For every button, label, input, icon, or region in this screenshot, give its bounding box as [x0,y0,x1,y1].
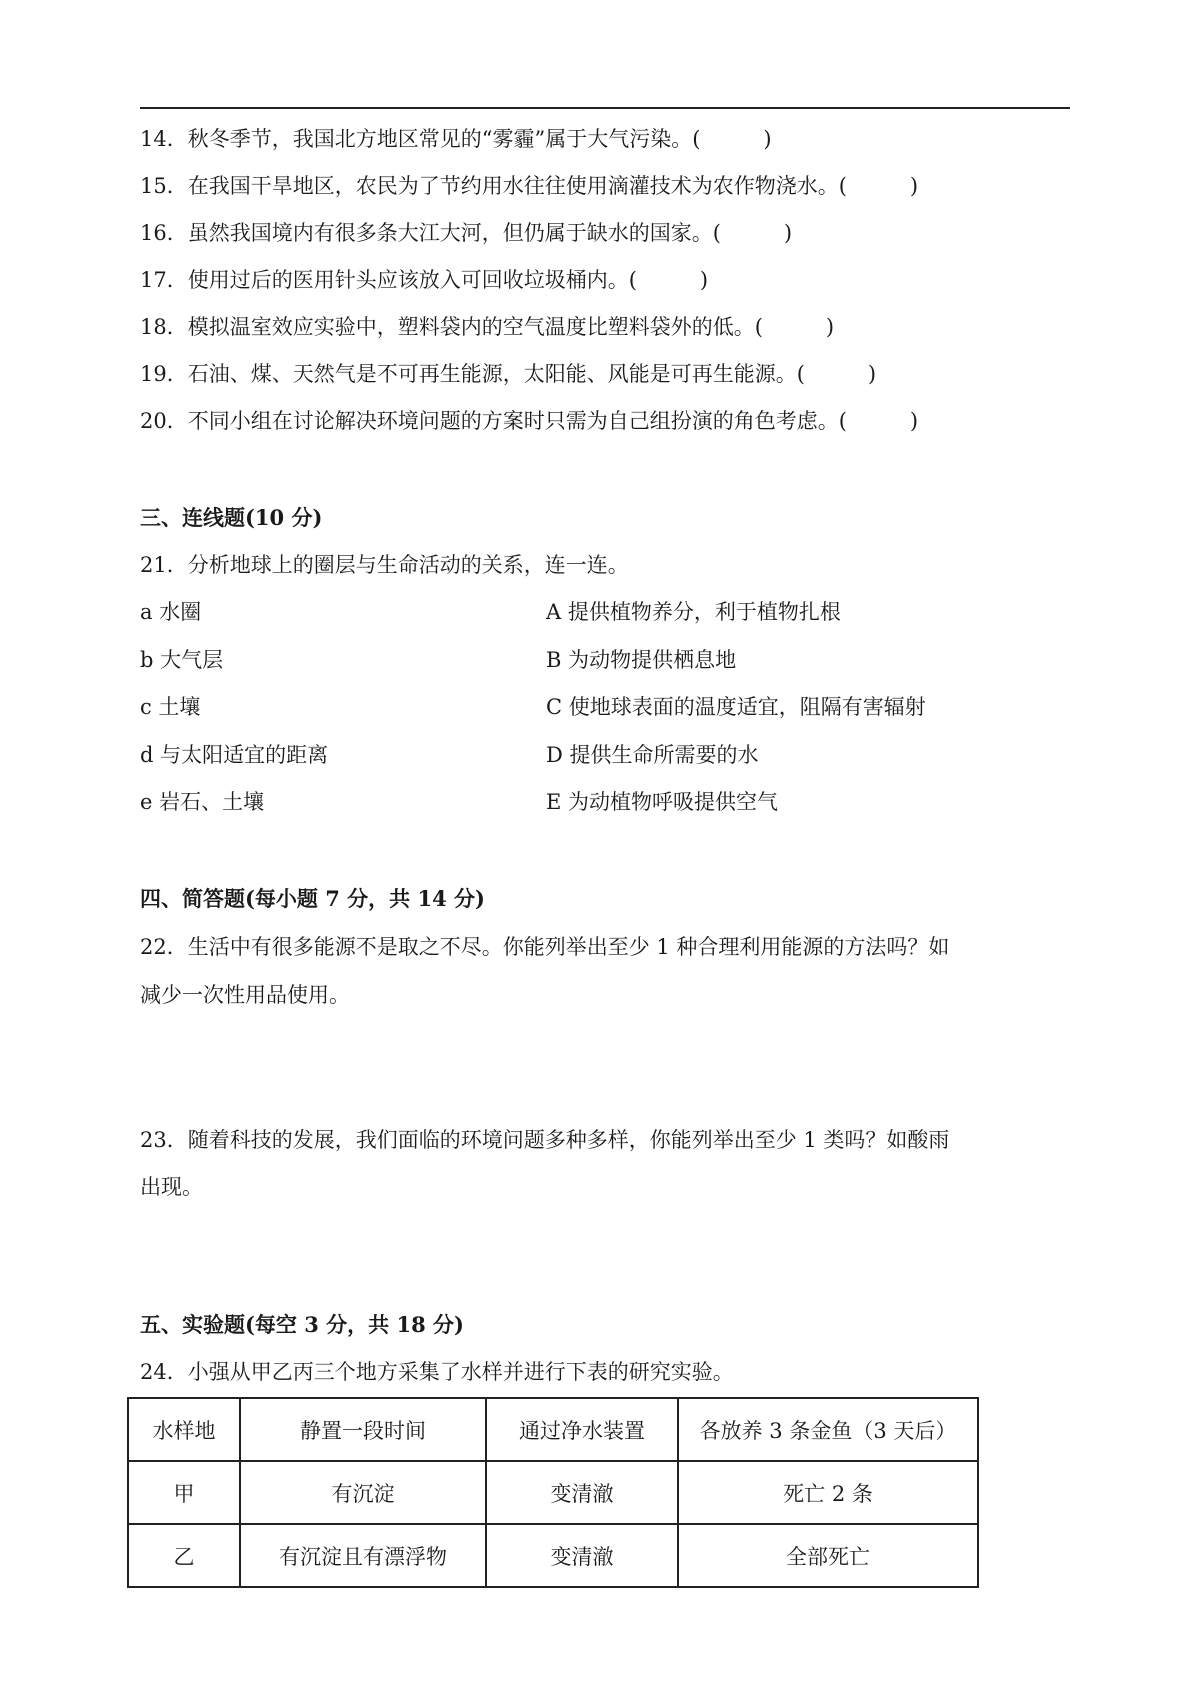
table-header-cell: 水样地 [128,1398,240,1461]
question-14: 14．秋冬季节，我国北方地区常见的“雾霾”属于大气污染。( ) [140,127,772,151]
match-right-e: E 为动植物呼吸提供空气 [546,790,779,814]
table-cell: 甲 [128,1461,240,1524]
table-cell: 全部死亡 [678,1524,978,1587]
question-23-line1: 23．随着科技的发展，我们面临的环境问题多种多样，你能列举出至少 1 类吗？如酸雨 [140,1128,950,1152]
question-23-line2: 出现。 [140,1175,203,1199]
top-rule [140,107,1070,109]
table-row [128,1524,978,1587]
match-right-c: C 使地球表面的温度适宜，阻隔有害辐射 [546,695,926,719]
table-header-cell: 通过净水装置 [486,1398,678,1461]
question-15: 15．在我国干旱地区，农民为了节约用水往往使用滴灌技术为农作物浇水。( ) [140,174,919,198]
question-16: 16．虽然我国境内有很多条大江大河，但仍属于缺水的国家。( ) [140,221,793,245]
table-row [128,1461,978,1524]
question-20: 20．不同小组在讨论解决环境问题的方案时只需为自己组扮演的角色考虑。( ) [140,409,919,433]
match-right-b: B 为动物提供栖息地 [546,648,737,672]
question-24: 24．小强从甲乙丙三个地方采集了水样并进行下表的研究实验。 [140,1360,734,1384]
match-left-a: a 水圈 [140,600,202,624]
table-header-cell: 各放养 3 条金鱼（3 天后） [678,1398,978,1461]
question-19: 19．石油、煤、天然气是不可再生能源，太阳能、风能是可再生能源。( ) [140,362,877,386]
match-left-e: e 岩石、土壤 [140,790,265,814]
section-5-title: 五、实验题(每空 3 分，共 18 分) [140,1312,464,1337]
table-cell: 变清澈 [486,1524,678,1587]
table-cell: 乙 [128,1524,240,1587]
question-17: 17．使用过后的医用针头应该放入可回收垃圾桶内。( ) [140,268,709,292]
section-3-title: 三、连线题(10 分) [140,505,323,530]
question-18: 18．模拟温室效应实验中，塑料袋内的空气温度比塑料袋外的低。( ) [140,315,835,339]
match-left-b: b 大气层 [140,648,224,672]
table-cell: 死亡 2 条 [678,1461,978,1524]
section-4-title: 四、简答题(每小题 7 分，共 14 分) [140,886,485,911]
table-cell: 变清澈 [486,1461,678,1524]
question-22-line1: 22．生活中有很多能源不是取之不尽。你能列举出至少 1 种合理利用能源的方法吗？如 [140,935,950,959]
table-cell: 有沉淀 [240,1461,486,1524]
table-header-cell: 静置一段时间 [240,1398,486,1461]
match-right-d: D 提供生命所需要的水 [546,743,759,767]
match-left-d: d 与太阳适宜的距离 [140,743,329,767]
water-sample-table [127,1397,979,1588]
table-header-row [128,1398,978,1461]
question-21: 21．分析地球上的圈层与生命活动的关系，连一连。 [140,553,629,577]
question-22-line2: 减少一次性用品使用。 [140,983,350,1007]
match-left-c: c 土壤 [140,695,201,719]
match-right-a: A 提供植物养分，利于植物扎根 [546,600,841,624]
table-cell: 有沉淀且有漂浮物 [240,1524,486,1587]
